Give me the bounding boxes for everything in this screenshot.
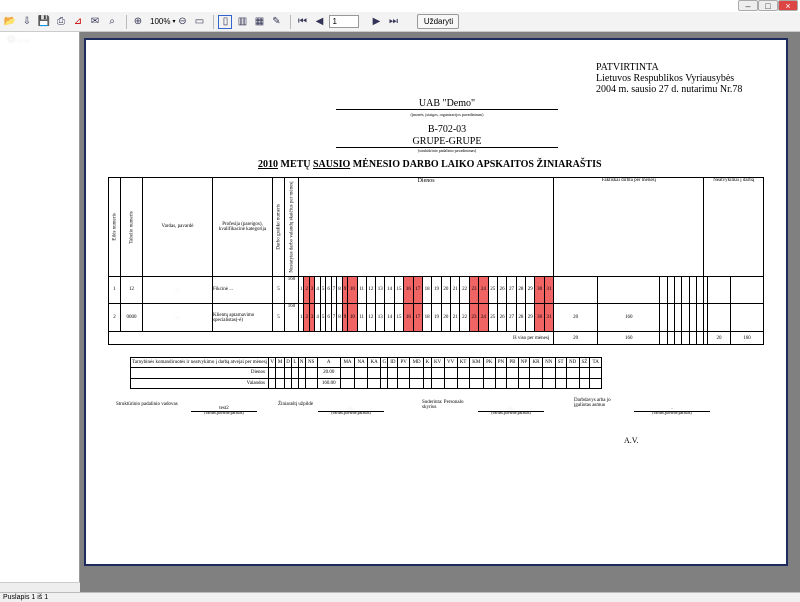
dept-note: (struktūrinio padalinio pavadinimas) xyxy=(417,148,477,153)
col-prof: Profesija (pareigos), kvalifikacinė kategorija xyxy=(213,178,273,277)
col-dienos: Dienos xyxy=(299,178,554,277)
day-cell: 19 xyxy=(432,276,441,304)
horizontal-scrollbar[interactable] xyxy=(0,582,80,592)
fact-cell xyxy=(731,304,764,332)
code-M: M xyxy=(276,358,285,368)
col-nedirbta: Neatvykimai į darbą xyxy=(704,178,764,277)
valandos-cell xyxy=(483,378,495,388)
open-icon[interactable]: 📂 xyxy=(3,16,17,27)
valandos-cell xyxy=(457,378,469,388)
dienos-cell xyxy=(269,368,276,378)
row-nr: 2 xyxy=(109,304,121,332)
day-cell: 19 xyxy=(432,304,441,332)
day-cell: 1 xyxy=(299,304,304,332)
fact-cell xyxy=(674,304,681,332)
fact-cell xyxy=(554,276,598,304)
fit-icon[interactable]: ▭ xyxy=(194,16,205,27)
day-cell: 18 xyxy=(422,304,431,332)
row-name: ... xyxy=(143,304,213,332)
valandos-cell xyxy=(269,378,276,388)
window-close-button[interactable]: × xyxy=(778,0,798,11)
valandos-cell xyxy=(431,378,444,388)
dienos-cell xyxy=(398,368,410,378)
code-PK: PK xyxy=(483,358,495,368)
timesheet-table: Eilės numeris Tabelio numeris Vardas, pavardė Profesija (pareigos), kvalifikacinė kategorija Darbo grafiko numeris Nustatytas darbo valandų skaičius per mėnesį Dienos Faktiškai dirbta per mėnesį Neatvykimai į darbą 1 12 ... Fikcinė ... 5 160 1 2 3 4 5 6 7 8 9 10 11 12 13 14 15 16 17 18 19 20 21 22 23 24 25 26 27 28 29 30 31 2 0000 ... Klientų aptarnavimo specialistas(-ė) 5 160 1 2 3 4 5 6 7 8 9 10 11 12 13 14 15 16 17 18 19 20 21 22 23 24 25 26 27 28 29 30 31 20 160 Iš viso per mėnesį 20 160 20 160 xyxy=(108,177,764,345)
dienos-cell xyxy=(507,368,518,378)
day-cell: 10 xyxy=(348,276,357,304)
day-cell: 16 xyxy=(404,304,413,332)
day-cell: 31 xyxy=(544,276,553,304)
dienos-cell xyxy=(431,368,444,378)
day-cell: 30 xyxy=(535,304,544,332)
code-V: V xyxy=(269,358,276,368)
zoom-in-icon[interactable]: ⊕ xyxy=(133,16,143,27)
fact-cell xyxy=(708,304,731,332)
row-norm: 160 xyxy=(285,276,299,304)
row-norm: 160 xyxy=(285,304,299,332)
dienos-cell xyxy=(305,368,317,378)
day-cell: 11 xyxy=(357,304,366,332)
close-button[interactable]: Uždaryti xyxy=(417,14,459,29)
col-eil: Eilės numeris xyxy=(109,178,121,277)
dienos-cell xyxy=(555,368,566,378)
day-cell: 4 xyxy=(315,304,320,332)
fact-cell xyxy=(708,276,731,304)
fact-cell xyxy=(731,276,764,304)
valandos-cell xyxy=(284,378,291,388)
code-SŽ: SŽ xyxy=(579,358,590,368)
day-cell: 25 xyxy=(488,304,497,332)
valandos-cell: 160.00 xyxy=(317,378,340,388)
day-cell: 25 xyxy=(488,276,497,304)
valandos-cell xyxy=(298,378,305,388)
col-valandos: Nustatytas darbo valandų skaičius per mėnesį xyxy=(285,178,299,277)
code-NN: NN xyxy=(542,358,555,368)
two-page-icon[interactable]: ▥ xyxy=(237,16,248,27)
valandos-cell xyxy=(381,378,388,388)
valandos-label: Valandos xyxy=(131,378,269,388)
dienos-cell xyxy=(518,368,530,378)
code-KT: KT xyxy=(457,358,469,368)
valandos-cell xyxy=(305,378,317,388)
dienos-cell xyxy=(368,368,381,378)
day-cell: 17 xyxy=(413,304,422,332)
valandos-cell xyxy=(469,378,483,388)
day-cell: 26 xyxy=(497,304,506,332)
day-cell: 30 xyxy=(535,276,544,304)
code-KV: KV xyxy=(431,358,444,368)
code-KA: KA xyxy=(368,358,381,368)
fact-cell xyxy=(660,276,667,304)
row-name: ... xyxy=(143,276,213,304)
day-cell: 27 xyxy=(507,276,516,304)
day-cell: 8 xyxy=(337,304,342,332)
code-ID: ID xyxy=(388,358,398,368)
day-cell: 5 xyxy=(320,276,325,304)
dienos-cell xyxy=(381,368,388,378)
last-page-icon[interactable]: ⏭ xyxy=(388,16,398,27)
fact-cell xyxy=(667,276,674,304)
dienos-cell xyxy=(590,368,602,378)
report-title: 2010 METŲ SAUSIO MĖNESIO DARBO LAIKO APSKAITOS ŽINIARAŠTIS xyxy=(258,159,602,170)
dienos-cell xyxy=(542,368,555,378)
sign-3: Suderinta: Personalo skyrius xyxy=(422,400,464,410)
code-PB: PB xyxy=(507,358,518,368)
day-cell: 21 xyxy=(451,276,460,304)
preview-area xyxy=(80,32,800,592)
day-cell: 8 xyxy=(337,276,342,304)
day-cell: 12 xyxy=(366,304,375,332)
code-NS: NS xyxy=(305,358,317,368)
dienos-cell: 20.00 xyxy=(317,368,340,378)
dienos-cell xyxy=(388,368,398,378)
dienos-cell xyxy=(530,368,543,378)
dienos-cell xyxy=(566,368,579,378)
day-cell: 21 xyxy=(451,304,460,332)
fact-cell xyxy=(696,304,703,332)
code-NA: NA xyxy=(355,358,368,368)
report-page: PATVIRTINTA Lietuvos Respublikos Vyriausybės 2004 m. sausio 27 d. nutarimu Nr.78 UAB "Demo" (įmonės, įstaigos, organizacijos pavadinimas) B-702-03 GRUPE-GRUPE (struktūrinio padalinio pavadinimas) 2010 METŲ SAUSIO MĖNESIO DARBO LAIKO APSKAITOS ŽINIARAŠTIS Eilės numeris Tabelio numeris Vardas, pavardė Profesija (pareigos), kvalifikacinė kategorija Darbo grafiko numeris Nustatytas darbo valandų skaičius per mėnesį Dienos Faktiškai dirbta per mėnesį Neatvykimai į darbą 1 12 ... Fikcinė ... 5 160 1 2 3 4 5 6 7 8 9 10 11 12 13 14 15 16 17 18 19 20 21 22 23 24 25 26 27 28 29 30 31 2 0000 ... Klientų aptarnavimo specialistas(-ė) 5 160 1 2 3 4 5 6 7 8 9 10 11 12 13 14 15 16 17 18 19 20 21 22 23 24 25 26 27 28 29 30 31 20 160 Iš viso per mėnesį 20 160 20 160 Tarnybinės komandiruotės ir neatvykimo į darbą atvejai per mėnesį V M D L N NS A MA NA KA G ID PV MD K KV VV KT KM PK PN PB NP KR NN ST ND SŽ TA Dienos 20.00 Valandos 160.00 Struktūrinio padalinio vadovas test2 (vardas,pavardė,parašas) Žiniaraštį užpildė ..... (vardas,pavardė,parašas) Suderinta: Personalo skyrius ..... (vardas,pavardė,parašas) Darbdavys arba jo įgaliotas asmuo . (vardas,pavardė,parašas) A.V. xyxy=(84,38,788,566)
valandos-cell xyxy=(518,378,530,388)
day-cell: 5 xyxy=(320,304,325,332)
day-cell: 23 xyxy=(469,304,478,332)
valandos-cell xyxy=(530,378,543,388)
code-ST: ST xyxy=(555,358,566,368)
codes-label: Tarnybinės komandiruotės ir neatvykimo į darbą atvejai per mėnesį xyxy=(131,358,269,368)
day-cell: 2 xyxy=(304,276,309,304)
dienos-cell xyxy=(340,368,354,378)
valandos-cell xyxy=(424,378,431,388)
day-cell: 9 xyxy=(342,304,347,332)
pdf-icon[interactable]: ⊿ xyxy=(73,16,83,27)
col-tab: Tabelio numeris xyxy=(121,178,143,277)
day-cell: 27 xyxy=(507,304,516,332)
status-bar: Puslapis 1 iš 1 xyxy=(0,592,800,602)
day-cell: 13 xyxy=(376,304,385,332)
print-icon[interactable]: ⎙ xyxy=(57,16,65,27)
toolbar xyxy=(0,12,800,32)
sign-1: Struktūrinio padalinio vadovas xyxy=(116,402,178,407)
day-cell: 24 xyxy=(479,276,488,304)
prev-page-icon[interactable]: ◀ xyxy=(315,16,324,27)
valandos-cell xyxy=(368,378,381,388)
valandos-cell xyxy=(566,378,579,388)
day-cell: 15 xyxy=(394,304,403,332)
fact-cell xyxy=(667,304,674,332)
code-KM: KM xyxy=(469,358,483,368)
code-MA: MA xyxy=(340,358,354,368)
outline-item[interactable]: ▢ ... ... xyxy=(8,36,31,43)
dienos-label: Dienos xyxy=(131,368,269,378)
code-K: K xyxy=(424,358,431,368)
approved-line-3: 2004 m. sausio 27 d. nutarimu Nr.78 xyxy=(596,84,743,95)
day-cell: 12 xyxy=(366,276,375,304)
day-cell: 20 xyxy=(441,276,450,304)
dienos-cell xyxy=(276,368,285,378)
minimize-button[interactable]: – xyxy=(738,0,758,11)
title-bar xyxy=(0,0,800,12)
day-cell: 11 xyxy=(357,276,366,304)
dienos-cell xyxy=(444,368,457,378)
dienos-cell xyxy=(355,368,368,378)
save-icon[interactable]: 💾 xyxy=(37,16,51,27)
dept-code: B-702-03 xyxy=(427,124,467,135)
code-N: N xyxy=(298,358,305,368)
valandos-cell xyxy=(276,378,285,388)
day-cell: 9 xyxy=(342,276,347,304)
fact-cell xyxy=(682,304,689,332)
edit-icon[interactable]: ✎ xyxy=(272,16,281,27)
day-cell: 22 xyxy=(460,276,469,304)
day-cell: 17 xyxy=(413,276,422,304)
day-cell: 24 xyxy=(479,304,488,332)
row-prof: Klientų aptarnavimo specialistas(-ė) xyxy=(213,304,273,332)
code-A: A xyxy=(317,358,340,368)
fact-cell: 20 xyxy=(554,304,598,332)
code-NP: NP xyxy=(518,358,530,368)
valandos-cell xyxy=(495,378,507,388)
day-cell: 18 xyxy=(422,276,431,304)
fact-cell xyxy=(598,276,660,304)
day-cell: 26 xyxy=(497,276,506,304)
total-label: Iš viso per mėnesį xyxy=(109,332,554,345)
day-cell: 1 xyxy=(299,276,304,304)
col-vardas: Vardas, pavardė xyxy=(143,178,213,277)
company-name: UAB "Demo" xyxy=(336,98,558,110)
fact-cell xyxy=(689,304,696,332)
day-cell: 29 xyxy=(526,304,535,332)
dienos-cell xyxy=(483,368,495,378)
day-cell: 15 xyxy=(394,276,403,304)
fact-cell xyxy=(689,276,696,304)
day-cell: 7 xyxy=(331,276,336,304)
day-cell: 22 xyxy=(460,304,469,332)
dienos-cell xyxy=(424,368,431,378)
day-cell: 6 xyxy=(326,276,331,304)
av-label: A.V. xyxy=(624,436,639,445)
first-page-icon[interactable]: ⏮ xyxy=(297,16,307,27)
valandos-cell xyxy=(590,378,602,388)
find-icon[interactable]: ⌕ xyxy=(109,16,115,27)
fact-cell xyxy=(660,304,667,332)
sign-4: Darbdavys arba jo įgaliotas asmuo xyxy=(574,398,611,408)
code-VV: VV xyxy=(444,358,457,368)
outline-panel xyxy=(0,32,80,592)
maximize-button[interactable]: □ xyxy=(758,0,778,11)
code-PV: PV xyxy=(398,358,410,368)
dienos-cell xyxy=(495,368,507,378)
dienos-cell xyxy=(284,368,291,378)
valandos-cell xyxy=(398,378,410,388)
col-faktinis: Faktiškai dirbta per mėnesį xyxy=(554,178,704,277)
approved-line-2: Lietuvos Respublikos Vyriausybės xyxy=(596,73,735,84)
single-page-icon[interactable]: ▯ xyxy=(218,15,232,29)
fact-cell: 160 xyxy=(598,304,660,332)
row-hours: 5 xyxy=(273,276,285,304)
zoom-out-icon[interactable]: ⊖ xyxy=(178,16,187,27)
export-icon[interactable]: ⇩ xyxy=(22,16,32,27)
row-prof: Fikcinė ... xyxy=(213,276,273,304)
code-MD: MD xyxy=(410,358,424,368)
day-cell: 14 xyxy=(385,304,394,332)
code-ND: ND xyxy=(566,358,579,368)
day-cell: 6 xyxy=(326,304,331,332)
valandos-cell xyxy=(542,378,555,388)
company-note: (įmonės, įstaigos, organizacijos pavadinimas) xyxy=(410,112,484,117)
codes-table xyxy=(130,357,602,389)
day-cell: 13 xyxy=(376,276,385,304)
row-hours: 5 xyxy=(273,304,285,332)
row-tab: 0000 xyxy=(121,304,143,332)
day-cell: 14 xyxy=(385,276,394,304)
day-cell: 29 xyxy=(526,276,535,304)
day-cell: 31 xyxy=(544,304,553,332)
valandos-cell xyxy=(507,378,518,388)
dienos-cell xyxy=(298,368,305,378)
dienos-cell xyxy=(469,368,483,378)
valandos-cell xyxy=(444,378,457,388)
row-nr: 1 xyxy=(109,276,121,304)
row-tab: 12 xyxy=(121,276,143,304)
day-cell: 2 xyxy=(304,304,309,332)
dienos-cell xyxy=(410,368,424,378)
day-cell: 3 xyxy=(309,304,314,332)
fact-cell xyxy=(674,276,681,304)
day-cell: 3 xyxy=(309,276,314,304)
day-cell: 4 xyxy=(315,276,320,304)
valandos-cell xyxy=(555,378,566,388)
chevron-down-icon[interactable]: ▾ xyxy=(172,19,176,25)
dept-name: GRUPE-GRUPE xyxy=(336,136,558,148)
fact-cell xyxy=(682,276,689,304)
code-TA: TA xyxy=(590,358,602,368)
day-cell: 7 xyxy=(331,304,336,332)
code-D: D xyxy=(284,358,291,368)
col-grafikas: Darbo grafiko numeris xyxy=(273,178,285,277)
valandos-cell xyxy=(388,378,398,388)
fact-cell xyxy=(696,276,703,304)
next-page-icon[interactable]: ▶ xyxy=(372,16,381,27)
day-cell: 10 xyxy=(348,304,357,332)
page-number-input[interactable] xyxy=(329,15,359,28)
code-L: L xyxy=(292,358,298,368)
approved-line-1: PATVIRTINTA xyxy=(596,62,659,73)
valandos-cell xyxy=(355,378,368,388)
valandos-cell xyxy=(340,378,354,388)
day-cell: 16 xyxy=(404,276,413,304)
day-cell: 28 xyxy=(516,276,525,304)
day-cell: 20 xyxy=(441,304,450,332)
day-cell: 28 xyxy=(516,304,525,332)
zoom-select[interactable]: 100% xyxy=(150,17,171,26)
valandos-cell xyxy=(579,378,590,388)
day-cell: 23 xyxy=(469,276,478,304)
multi-page-icon[interactable]: ▦ xyxy=(254,16,265,27)
code-G: G xyxy=(381,358,388,368)
code-PN: PN xyxy=(495,358,507,368)
send-icon[interactable]: ✉ xyxy=(90,16,100,27)
valandos-cell xyxy=(410,378,424,388)
sign-2: Žiniaraštį užpildė xyxy=(278,402,314,407)
dienos-cell xyxy=(579,368,590,378)
dienos-cell xyxy=(457,368,469,378)
code-KR: KR xyxy=(530,358,543,368)
